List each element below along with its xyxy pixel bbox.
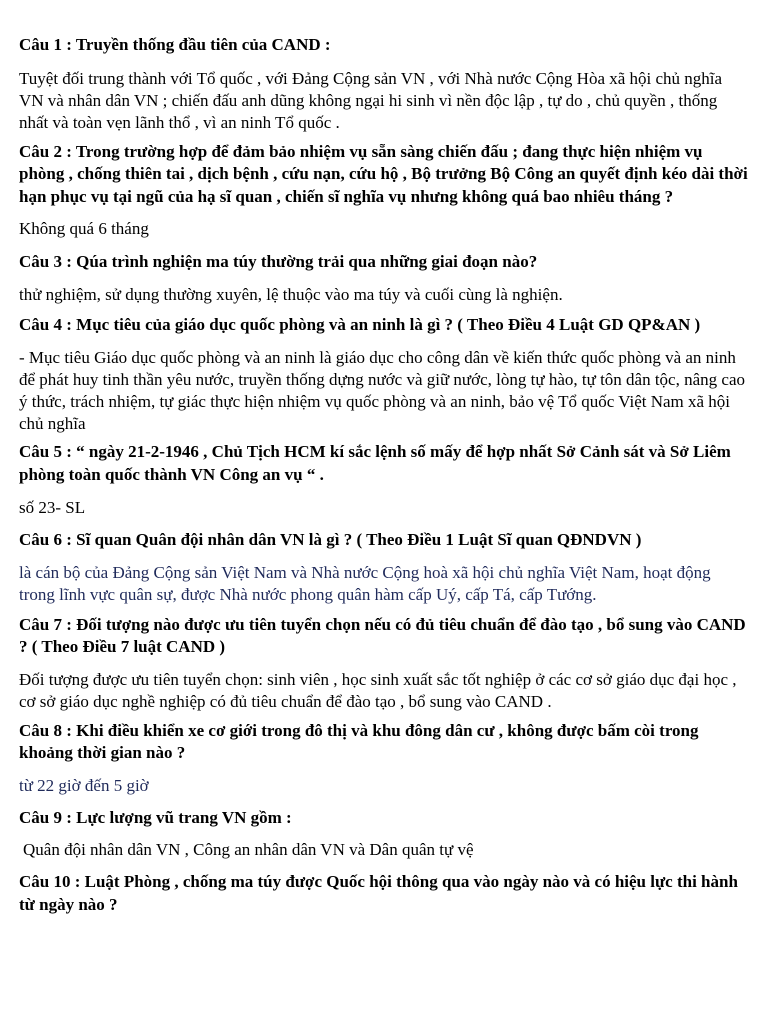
question-6: Câu 6 : Sĩ quan Quân đội nhân dân VN là gì ? ( Theo Điều 1 Luật Sĩ quan QĐNDVN ) bbox=[19, 530, 642, 549]
answer-9: Quân đội nhân dân VN , Công an nhân dân VN và Dân quân tự vệ bbox=[23, 840, 474, 859]
question-1: Câu 1 : Truyền thống đầu tiên của CAND : bbox=[19, 35, 331, 54]
question-4: Câu 4 : Mục tiêu của giáo dục quốc phòng và an ninh là gì ? ( Theo Điều 4 Luật GD QP&AN ) bbox=[19, 314, 701, 334]
answer-2: Không quá 6 tháng bbox=[19, 219, 149, 238]
qa-item-9 bbox=[19, 807, 750, 862]
question-2: Câu 2 : Trong trường hợp để đảm bảo nhiệm vụ sẵn sàng chiến đấu ; đang thực hiện nhiệm vụ phòng , chống thiên tai , dịch bệnh , cứu nạn, cứu hộ , Bộ trưởng Bộ Công an quyết định kéo dài thời hạn phục vụ tại ngũ của hạ sĩ quan , chiến sĩ nghĩa vụ nhưng không quá bao nhiêu tháng ? bbox=[19, 141, 748, 206]
qa-item-7 bbox=[19, 614, 750, 713]
answer-8: từ 22 giờ đến 5 giờ bbox=[19, 775, 149, 795]
answer-5: số 23- SL bbox=[19, 498, 86, 517]
question-7: Câu 7 : Đối tượng nào được ưu tiên tuyển chọn nếu có đủ tiêu chuẩn để đào tạo , bổ sung vào CAND ? ( Theo Điều 7 luật CAND ) bbox=[19, 614, 746, 656]
answer-6: là cán bộ của Đảng Cộng sản Việt Nam và Nhà nước Cộng hoà xã hội chủ nghĩa Việt Nam, hoạt động trong lĩnh vực quân sự, được Nhà nước phong quân hàm cấp Uý, cấp Tá, cấp Tướng. bbox=[19, 562, 711, 604]
answer-7: Đối tượng được ưu tiên tuyển chọn: sinh viên , học sinh xuất sắc tốt nghiệp ở các cơ sở giáo dục đại học , cơ sở giáo dục nghề nghiệp có đủ tiêu chuẩn để đào tạo , bổ sung vào CAND . bbox=[19, 669, 737, 711]
question-3: Câu 3 : Qúa trình nghiện ma túy thường trải qua những giai đoạn nào? bbox=[19, 252, 538, 271]
qa-item-2 bbox=[19, 141, 750, 241]
question-9: Câu 9 : Lực lượng vũ trang VN gồm : bbox=[19, 807, 292, 827]
answer-1: Tuyệt đối trung thành với Tổ quốc , với Đảng Cộng sản VN , với Nhà nước Cộng Hòa xã hội chủ nghĩa VN và nhân dân VN ; chiến đấu anh dũng không ngại hi sinh vì nền độc lập , tự do , chủ quyền , thống nhất và toàn vẹn lãnh thổ , vì an ninh Tổ quốc . bbox=[19, 68, 723, 132]
question-8: Câu 8 : Khi điều khiển xe cơ giới trong đô thị và khu đông dân cư , không được bấm còi trong khoảng thời gian nào ? bbox=[19, 720, 699, 762]
question-5: Câu 5 : “ ngày 21-2-1946 , Chủ Tịch HCM kí sắc lệnh số mấy để hợp nhất Sở Cảnh sát và Sở Liêm phòng toàn quốc thành VN Công an vụ “ . bbox=[19, 442, 731, 484]
answer-4: - Mục tiêu Giáo dục quốc phòng và an ninh là giáo dục cho công dân về kiến thức quốc phòng và an ninh để phát huy tinh thần yêu nước, truyền thống dựng nước và giữ nước, lòng tự hào, tự tôn dân tộc, nâng cao ý thức, trách nhiệm, tự giác thực hiện nhiệm vụ quốc phòng và an ninh, bảo vệ Tổ quốc Việt Nam xã hội chủ nghĩa bbox=[19, 348, 745, 433]
qa-item-6 bbox=[19, 529, 750, 606]
qa-item-4 bbox=[19, 314, 750, 436]
qa-item-10 bbox=[19, 871, 750, 916]
answer-3: thử nghiệm, sử dụng thường xuyên, lệ thuộc vào ma túy và cuối cùng là nghiện. bbox=[19, 284, 563, 304]
qa-item-3 bbox=[19, 251, 750, 306]
qa-item-8 bbox=[19, 720, 750, 797]
qa-item-1 bbox=[19, 34, 750, 134]
question-10: Câu 10 : Luật Phòng , chống ma túy được Quốc hội thông qua vào ngày nào và có hiệu lực thi hành từ ngày nào ? bbox=[19, 872, 738, 914]
qa-item-5 bbox=[19, 441, 750, 519]
